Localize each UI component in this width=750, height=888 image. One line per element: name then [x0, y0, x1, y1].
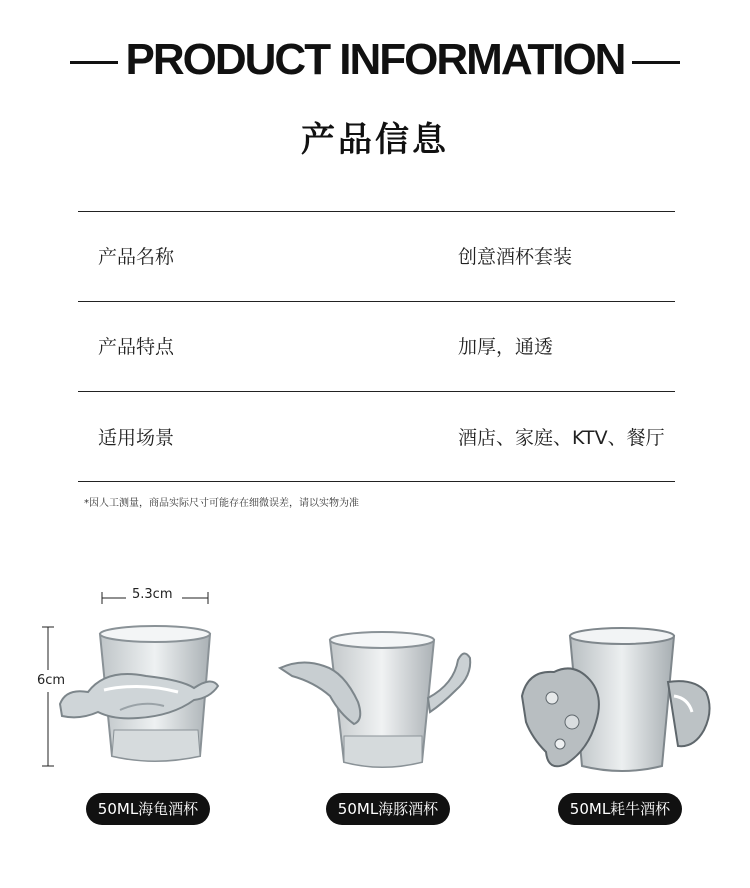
- page-title-cn: 产品信息: [301, 120, 449, 160]
- table-divider: [78, 391, 675, 392]
- row-label-features: 产品特点: [98, 336, 175, 358]
- page-title-en: PRODUCT INFORMATION: [125, 35, 625, 84]
- row-value-name: 创意酒杯套装: [458, 246, 573, 268]
- height-dimension-label: 6cm: [37, 673, 66, 688]
- row-value-features: 加厚，通透: [458, 336, 554, 358]
- width-dimension-label: 5.3cm: [132, 587, 173, 602]
- turtle-glass-icon: [54, 620, 220, 770]
- measurement-note: *因人工测量，商品实际尺寸可能存在细微误差，请以实物为准: [84, 498, 359, 509]
- product-label-yak: 50ML耗牛酒杯: [558, 793, 682, 825]
- page-header: [0, 32, 750, 160]
- table-row: [78, 212, 675, 302]
- table-divider: [78, 481, 675, 482]
- dolphin-glass-icon: [278, 628, 474, 774]
- table-row: [78, 302, 675, 392]
- title-dash-right: [632, 61, 680, 64]
- yak-glass-icon: [518, 626, 714, 776]
- row-label-scenarios: 适用场景: [98, 427, 175, 449]
- row-value-scenarios: 酒店、家庭、KTV、餐厅: [458, 427, 665, 449]
- row-label-name: 产品名称: [98, 246, 175, 268]
- product-label-dolphin: 50ML海豚酒杯: [326, 793, 450, 825]
- product-label-turtle: 50ML海龟酒杯: [86, 793, 210, 825]
- table-row: [78, 393, 675, 483]
- title-dash-left: [70, 61, 118, 64]
